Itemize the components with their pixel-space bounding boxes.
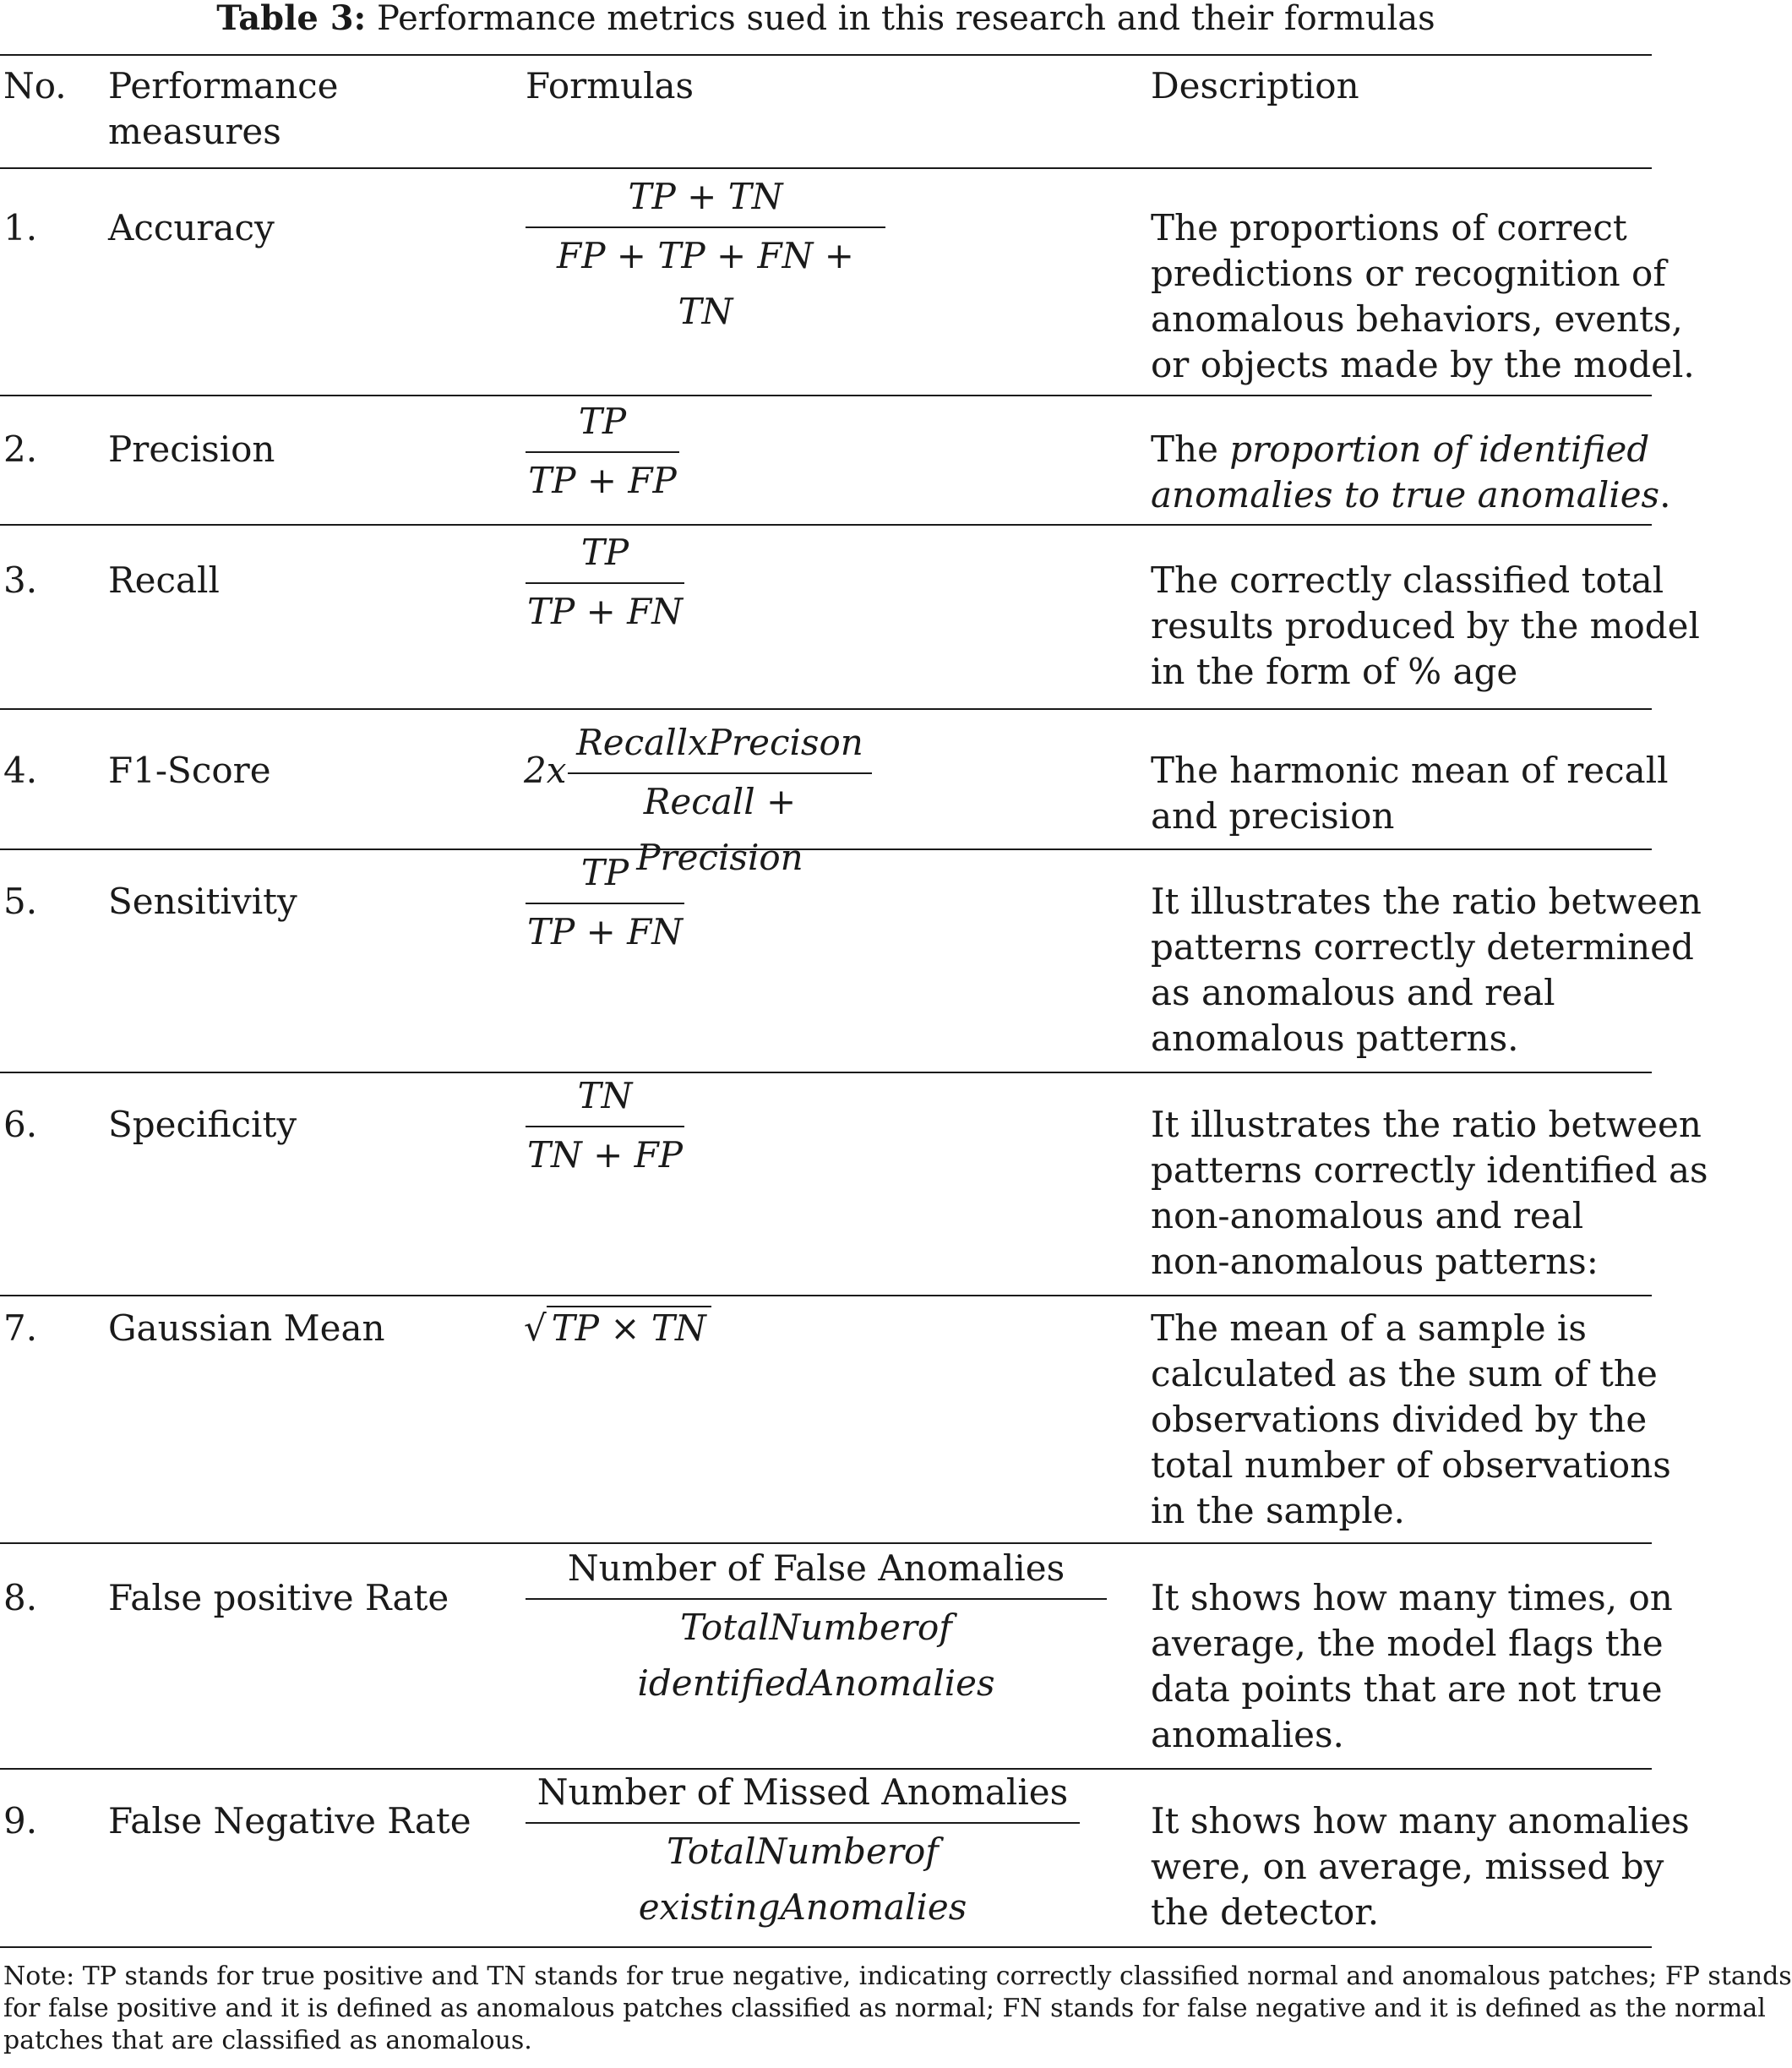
row-description <box>1151 1575 1673 1758</box>
row-number: 6. <box>3 1104 38 1145</box>
formula-fraction <box>526 530 684 633</box>
row-description <box>1151 1102 1708 1285</box>
description-italic: proportion of identified <box>1229 428 1650 470</box>
table-note <box>3 1961 1792 2057</box>
description-line: The mean of a sample is <box>1151 1307 1587 1349</box>
description-line: the detector. <box>1151 1891 1380 1933</box>
description-line: as anomalous and real <box>1151 972 1555 1013</box>
row-number: 9. <box>3 1800 38 1842</box>
formula-sqrt <box>524 1306 711 1351</box>
description-text: The <box>1151 428 1230 470</box>
table-caption <box>0 0 1652 52</box>
description-line: non-anomalous patterns: <box>1151 1241 1599 1282</box>
row-measure: Specificity <box>108 1104 297 1145</box>
formula-numerator: Number of Missed Anomalies <box>537 1771 1069 1813</box>
formula-fraction <box>526 1073 684 1176</box>
rule-row3 <box>0 708 1652 710</box>
description-line: The proportions of correct <box>1151 207 1627 248</box>
header-measure-line2: measures <box>108 111 281 152</box>
row-measure: Precision <box>108 428 275 470</box>
formula-denominator: Recall + Precision <box>636 781 803 878</box>
description-line: observations divided by the <box>1151 1399 1648 1440</box>
description-line: non-anomalous and real <box>1151 1195 1584 1236</box>
description-line: The harmonic mean of recall <box>1151 750 1669 791</box>
formula-numerator: TN <box>577 1075 633 1116</box>
rule-bottom <box>0 1946 1652 1948</box>
formula-denominator: TotalNumberof existingAnomalies <box>638 1831 967 1928</box>
radical-sign: √ <box>524 1307 547 1349</box>
description-line: It shows how many anomalies <box>1151 1800 1690 1842</box>
formula-numerator: TP <box>578 401 627 442</box>
row-number: 3. <box>3 559 38 601</box>
row-description <box>1151 558 1700 695</box>
formula-fraction <box>526 1770 1080 1928</box>
row-number: 1. <box>3 207 38 248</box>
row-description <box>1151 879 1702 1061</box>
formula-radicand: TP × TN <box>547 1306 711 1349</box>
formula-numerator: TP <box>580 532 629 573</box>
header-formulas: Formulas <box>526 65 694 106</box>
description-line: or objects made by the model. <box>1151 344 1695 385</box>
description-line: It illustrates the ratio between <box>1151 1104 1702 1145</box>
description-line: in the form of % age <box>1151 651 1518 692</box>
description-line: and precision <box>1151 795 1395 837</box>
formula-denominator: TP + FN <box>526 911 684 952</box>
row-description <box>1151 748 1669 839</box>
description-text: . <box>1659 474 1671 516</box>
row-measure: False Negative Rate <box>108 1800 471 1842</box>
note-line: Note: TP stands for true positive and TN stands for true negative, indicating correctly classified normal and anomalous patches; FP stands <box>3 1962 1792 1991</box>
description-italic: anomalies to true anomalies <box>1151 474 1660 516</box>
rule-row1 <box>0 395 1652 396</box>
description-line: data points that are not true <box>1151 1668 1663 1710</box>
row-measure: False positive Rate <box>108 1577 449 1618</box>
row-measure: Gaussian Mean <box>108 1307 385 1349</box>
formula-fraction <box>526 850 684 953</box>
description-line: It shows how many times, on <box>1151 1577 1673 1618</box>
description-line: patterns correctly determined <box>1151 926 1694 968</box>
row-measure: F1-Score <box>108 750 271 791</box>
row-description <box>1151 1798 1690 1935</box>
row-measure: Accuracy <box>108 207 275 248</box>
rule-row6 <box>0 1295 1652 1296</box>
description-line: in the sample. <box>1151 1490 1405 1531</box>
row-description <box>1151 1306 1671 1534</box>
rule-top <box>0 54 1652 56</box>
rule-header <box>0 167 1652 169</box>
header-no: No. <box>3 65 67 106</box>
row-measure: Recall <box>108 559 220 601</box>
description-line <box>1151 472 1671 518</box>
rule-row5 <box>0 1072 1652 1073</box>
description-line: calculated as the sum of the <box>1151 1353 1658 1394</box>
description-line: anomalies. <box>1151 1714 1344 1755</box>
description-line: results produced by the model <box>1151 605 1700 647</box>
row-number: 5. <box>3 881 38 922</box>
formula-prefix: 2x <box>524 750 567 791</box>
formula-denominator: TN + FP <box>526 1134 684 1176</box>
rule-row7 <box>0 1542 1652 1544</box>
description-line: predictions or recognition of <box>1151 253 1666 294</box>
header-description: Description <box>1151 65 1359 106</box>
description-line: total number of observations <box>1151 1444 1671 1486</box>
formula-denominator: TP + FP <box>528 460 677 501</box>
formula-numerator: Number of False Anomalies <box>567 1547 1065 1589</box>
row-number: 2. <box>3 428 38 470</box>
formula-denominator: TP + FN <box>526 591 684 632</box>
rule-row2 <box>0 524 1652 526</box>
description-line: It illustrates the ratio between <box>1151 881 1702 922</box>
formula-numerator: TP <box>580 852 629 893</box>
description-line: anomalous patterns. <box>1151 1018 1519 1059</box>
row-description <box>1151 205 1695 388</box>
caption-text: Performance metrics sued in this research and their formulas <box>377 0 1435 38</box>
row-description <box>1151 427 1671 518</box>
description-line: average, the model flags the <box>1151 1623 1664 1664</box>
row-number: 8. <box>3 1577 38 1618</box>
formula-fraction <box>526 1546 1107 1704</box>
caption-label: Table 3: <box>216 0 367 38</box>
row-number: 7. <box>3 1307 38 1349</box>
description-line <box>1151 427 1649 472</box>
formula-denominator: TotalNumberof identifiedAnomalies <box>637 1607 995 1704</box>
formula-numerator: TP + TN <box>628 176 783 217</box>
formula-numerator: RecallxPrecison <box>576 722 863 763</box>
formula-fraction <box>526 399 679 502</box>
row-measure: Sensitivity <box>108 881 297 922</box>
description-line: The correctly classified total <box>1151 559 1664 601</box>
description-line: patterns correctly identified as <box>1151 1149 1708 1191</box>
rule-row4 <box>0 848 1652 850</box>
header-measure-line1: Performance <box>108 65 339 106</box>
note-line: patches that are classified as anomalous. <box>3 2026 532 2055</box>
row-number: 4. <box>3 750 38 791</box>
formula-fraction <box>526 174 885 332</box>
description-line: anomalous behaviors, events, <box>1151 298 1683 340</box>
formula-denominator: FP + TP + FN + TN <box>557 235 854 332</box>
description-line: were, on average, missed by <box>1151 1846 1664 1887</box>
note-line: for false positive and it is defined as anomalous patches classified as normal; FN stands for false negative and it is defined as the normal <box>3 1994 1766 2023</box>
